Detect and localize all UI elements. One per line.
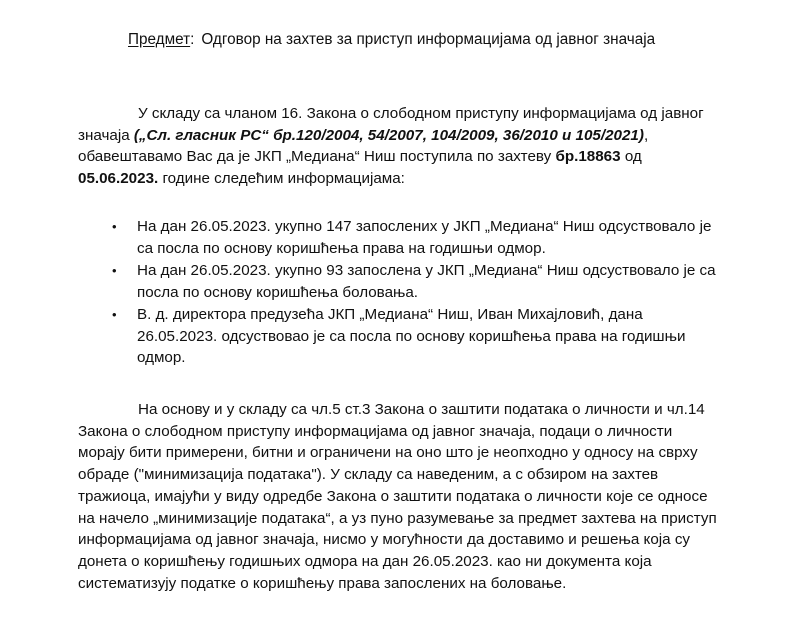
request-date: 05.06.2023.: [78, 169, 159, 187]
list-item: • На дан 26.05.2023. укупно 93 запослена у ЈКП „Медиана“ Ниш одсуствовало је са посла по основу коришћења боловања.: [112, 260, 718, 303]
list-item: • На дан 26.05.2023. укупно 147 запослених у ЈКП „Медиана“ Ниш одсуствовало је са посла по основу коришћења права на годишњи одмор.: [112, 216, 718, 259]
subject-colon: :: [190, 31, 195, 48]
information-list: [112, 216, 718, 370]
paragraph-1-part-1: У складу са чланом 16. Закона о слободном приступу информацијама од јавног значаја: [78, 105, 704, 144]
subject-text: Одговор на захтев за приступ информацијама од јавног значаја: [201, 31, 656, 48]
paragraph-1-part-2: , обавештавамо Вас да је ЈКП „Медиана“ Ниш поступила по захтеву: [78, 126, 649, 165]
request-number: бр.18863: [555, 148, 621, 165]
list-item: • В. д. директора предузећа ЈКП „Медиана“ Ниш, Иван Михајловић, дана 26.05.2023. одсуствовао је са посла по основу коришћења права на годишњи одмор.: [112, 304, 718, 369]
subject-label: Предмет: [128, 31, 191, 48]
paragraph-data-minimization: На основу и у складу са чл.5 ст.3 Закона о заштити података о личности и чл.14 Закона о слободном приступу информацијама од јавног значаја, подаци о личности морају бити примерени, битни и ограничени на оно што је неопходно у односу на сврху обраде ("минимизација података"). У складу са наведеним, а с обзиром на захтев тражиоца, имајући у виду одредбе Закона о заштити података о личности које се односе на начело „минимизације података“, а уз пуно разумевање за предмет захтева на приступ информацијама од јавног значаја, нисмо у могућности да доставимо и решења која су донета о коришћењу годишњих одмора на дан 26.05.2023. као ни документа која систематизују податке о коришћењу права запослених на боловање.: [78, 401, 717, 592]
law-citation: („Сл. гласник РС“ бр.120/2004, 54/2007, 104/2009, 36/2010 и 105/2021): [133, 126, 644, 144]
subject-line: [128, 30, 788, 50]
paragraph-1-part-4: године следећим информацијама:: [158, 169, 405, 187]
paragraph-1-part-3: од: [620, 148, 642, 165]
paragraph-legal-basis: [78, 103, 718, 189]
document-body: [78, 103, 718, 592]
